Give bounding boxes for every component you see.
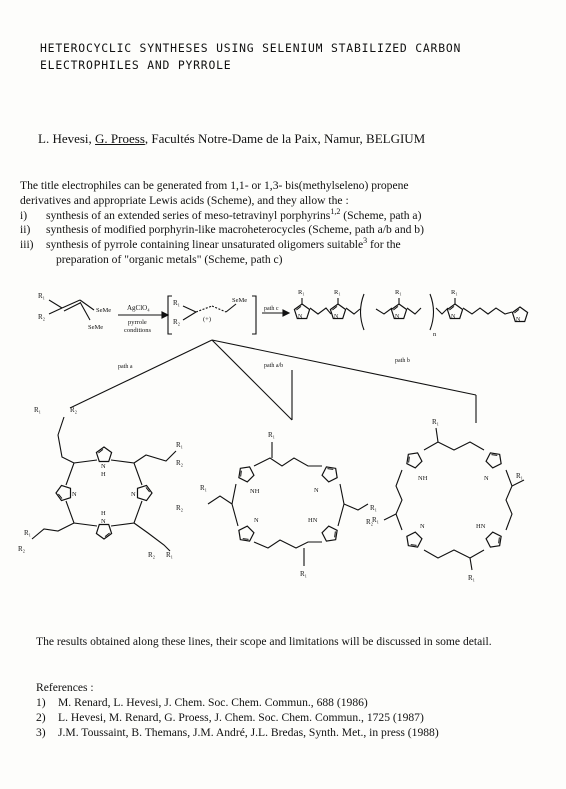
list-item-text: synthesis of modified porphyrin-like macroheterocycles (Scheme, path a/b and b)	[46, 223, 424, 237]
r1-label: R₁	[516, 472, 524, 480]
path-a-label: path a	[118, 364, 133, 370]
affiliation: , Facultés Notre-Dame de la Paix, Namur, BELGIUM	[144, 131, 426, 146]
r1-label: R₁	[395, 289, 402, 296]
references-heading: References :	[36, 681, 94, 694]
list-item	[20, 223, 550, 238]
n-atom-label: N	[314, 487, 319, 494]
n-atom-label: N	[72, 491, 77, 498]
cation-label: (+)	[203, 316, 211, 323]
r2-label: R₂	[176, 459, 184, 467]
porphyrin-like-macrocycle-b	[372, 418, 524, 582]
h-atom-label: H	[101, 510, 106, 517]
hn-label: HN	[308, 517, 318, 524]
n-atom-label: N	[101, 463, 106, 470]
reaction-arrow	[118, 304, 168, 334]
conclusion-paragraph: The results obtained along these lines, their scope and limitations will be discussed in some detail.	[36, 635, 492, 648]
oligomer-product	[294, 289, 527, 338]
r1-label: R₁	[176, 441, 184, 449]
n-atom-label: N	[131, 491, 136, 498]
author-2: G. Proess	[95, 131, 145, 146]
reaction-scheme	[0, 268, 566, 608]
r2-label: R₂	[366, 518, 374, 526]
reference-item	[36, 710, 556, 725]
r2-label: R₂	[148, 551, 156, 559]
reference-text: M. Renard, L. Hevesi, J. Chem. Soc. Chem. Commun., 688 (1986)	[58, 696, 368, 709]
r1-label: R₁	[432, 418, 440, 426]
path-ab-label: path a/b	[264, 363, 284, 369]
aims-list	[20, 206, 550, 268]
hn-label: HN	[476, 523, 486, 530]
citation-superscript: 3	[363, 236, 368, 246]
list-item-text: synthesis of pyrrole containing linear unsaturated oligomers suitable	[46, 238, 364, 252]
n-atom-label: N	[101, 518, 106, 525]
reference-number: 2)	[36, 711, 46, 724]
reference-text: J.M. Toussaint, B. Themans, J.M. André, J.L. Bredas, Synth. Met., in press (1988)	[58, 726, 439, 739]
r2-label: R₂	[38, 313, 46, 321]
list-item-number: iii)	[20, 238, 34, 252]
n-atom-label: N	[254, 517, 259, 524]
seme-label: SeMe	[232, 297, 248, 304]
path-lines	[70, 340, 476, 423]
n-atom-label: N	[451, 314, 456, 320]
r1-label: R₁	[298, 289, 305, 296]
list-item-text: synthesis of an extended series of meso-tetravinyl porphyrins	[46, 208, 331, 222]
n-atom-label: N	[334, 314, 339, 320]
seme-label: SeMe	[88, 324, 104, 331]
r1-label: R₁	[200, 484, 208, 492]
references	[36, 680, 556, 740]
reagent-label: AgClO₄	[127, 304, 150, 312]
r1-label: R₁	[173, 299, 181, 307]
r1-label: R₁	[268, 431, 276, 439]
porphyrin-like-macrocycle-ab	[176, 431, 380, 578]
abstract	[20, 179, 550, 268]
reference-item	[36, 725, 556, 740]
reference-item	[36, 695, 556, 710]
title-line-2: ELECTROPHILES AND PYRROLE	[40, 58, 232, 72]
r1-label: R₁	[166, 551, 174, 559]
n-atom-label: N	[298, 314, 303, 320]
r1-label: R₁	[24, 529, 32, 537]
starting-material	[38, 292, 111, 331]
list-item-continuation: preparation of "organic metals" (Scheme, path c)	[56, 252, 283, 266]
reference-text: L. Hevesi, M. Renard, G. Proess, J. Chem. Soc. Chem. Commun., 1725 (1987)	[58, 711, 424, 724]
list-item-number: ii)	[20, 223, 31, 237]
r1-label: R₁	[34, 406, 42, 414]
list-item	[20, 238, 550, 268]
condition-label: conditions	[124, 327, 152, 334]
author-line	[38, 131, 425, 147]
list-item	[20, 206, 550, 224]
r2-label: R₂	[18, 545, 26, 553]
r1-label: R₁	[372, 516, 380, 524]
abstract-line-1: The title electrophiles can be generated from 1,1- or 1,3- bis(methylseleno) propene	[20, 179, 409, 192]
path-b-label: path b	[395, 358, 410, 364]
reference-number: 1)	[36, 696, 46, 709]
cation-intermediate	[168, 296, 256, 334]
abstract-line-2: derivatives and appropriate Lewis acids (Scheme), and they allow the :	[20, 193, 349, 207]
r2-label: R₂	[176, 504, 184, 512]
n-atom-label: N	[516, 317, 521, 323]
r1-label: R₁	[468, 574, 476, 582]
r1-label: R₁	[38, 292, 46, 300]
condition-label: pyrrole	[128, 319, 147, 326]
list-item-number: i)	[20, 208, 28, 222]
n-atom-label: N	[395, 314, 400, 320]
n-atom-label: N	[484, 475, 489, 482]
citation-superscript: 1,2	[330, 206, 341, 216]
r1-label: R₁	[451, 289, 458, 296]
r1-label: R₁	[300, 570, 308, 578]
nh-label: NH	[250, 488, 260, 495]
h-atom-label: H	[101, 471, 106, 478]
tetravinyl-porphyrin	[18, 406, 184, 559]
path-c-label: path c	[264, 306, 279, 312]
title-line-1: HETEROCYCLIC SYNTHESES USING SELENIUM STABILIZED CARBON	[40, 41, 462, 55]
n-atom-label: N	[420, 523, 425, 530]
r2-label: R₂	[173, 318, 181, 326]
list-item-text-after: for the	[367, 238, 401, 252]
reference-number: 3)	[36, 726, 46, 739]
r2-label: R₂	[70, 406, 78, 414]
author-1: L. Hevesi,	[38, 131, 96, 146]
list-item-text-after: (Scheme, path a)	[340, 208, 422, 222]
nh-label: NH	[418, 475, 428, 482]
r1-label: R₁	[334, 289, 341, 296]
repeat-subscript: n	[433, 331, 437, 338]
seme-label: SeMe	[96, 307, 112, 314]
r1-label: R₁	[370, 504, 378, 512]
paper-title	[40, 40, 540, 74]
